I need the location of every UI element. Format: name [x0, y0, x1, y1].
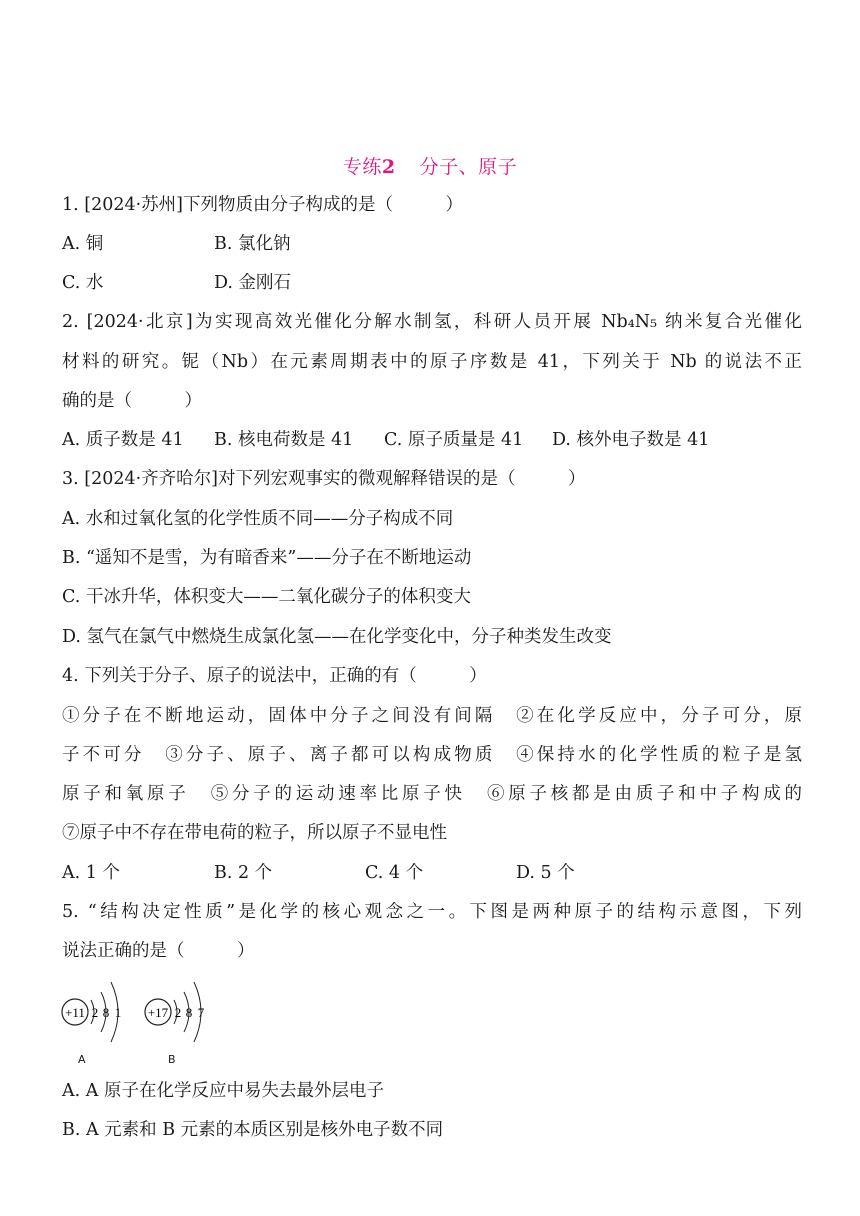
q3-option-d: D. 氢气在氯气中燃烧生成氯化氢——在化学变化中，分子种类发生改变: [62, 627, 612, 647]
title-number: 2: [381, 156, 396, 178]
atom-a-shell-2: 8: [102, 1005, 110, 1020]
q4-option-c: C. 4 个: [365, 863, 424, 883]
title-prefix: 专练: [342, 156, 382, 178]
q3-option-c: C. 干冰升华，体积变大——二氧化碳分子的体积变大: [62, 587, 471, 607]
q1-stem: 1. [2024·苏州]下列物质由分子构成的是（ ）: [62, 195, 464, 215]
q5-line-1: 5. “结构决定性质”是化学的核心观念之一。下图是两种原子的结构示意图，下列: [62, 902, 802, 922]
q2-line-2: 材料的研究。铌（Nb）在元素周期表中的原子序数是 41，下列关于 Nb 的说法不正: [62, 352, 802, 372]
q2-line-3: 确的是（ ）: [62, 391, 202, 411]
q4-option-d: D. 5 个: [516, 863, 575, 883]
atom-b-nucleus: +17: [147, 1005, 169, 1020]
atom-a-shell-1: 2: [91, 1005, 99, 1020]
q1-option-b: B. 氯化钠: [214, 234, 291, 254]
atom-b: [145, 982, 205, 1042]
q5-option-b: B. A 元素和 B 元素的本质区别是核外电子数不同: [62, 1120, 444, 1140]
page-title: [0, 152, 860, 179]
q3-stem: 3. [2024·齐齐哈尔]对下列宏观事实的微观解释错误的是（ ）: [62, 469, 586, 489]
q2-option-d: D. 核外电子数是 41: [552, 430, 710, 450]
atom-b-shell-1: 2: [174, 1005, 182, 1020]
q3-option-a: A. 水和过氧化氢的化学性质不同——分子构成不同: [62, 509, 454, 529]
atom-b-shell-2: 8: [185, 1005, 193, 1020]
atom-a-nucleus: +11: [65, 1005, 85, 1020]
q2-option-a: A. 质子数是 41: [62, 430, 184, 450]
q2-option-c: C. 原子质量是 41: [384, 430, 524, 450]
title-topic: 分子、原子: [419, 156, 518, 178]
q4-line-2: 子不可分 ③分子、原子、离子都可以构成物质 ④保持水的化学性质的粒子是氢: [62, 745, 802, 765]
atom-structure-diagram: [55, 972, 225, 1052]
q1-option-d: D. 金刚石: [214, 273, 292, 293]
q1-option-c: C. 水: [62, 273, 104, 293]
q4-line-1: ①分子在不断地运动，固体中分子之间没有间隔 ②在化学反应中，分子可分，原: [62, 706, 802, 726]
atom-a-shell-3: 1: [114, 1005, 122, 1020]
q4-stem: 4. 下列关于分子、原子的说法中，正确的有（ ）: [62, 666, 487, 686]
q3-option-b: B. “遥知不是雪，为有暗香来”——分子在不断地运动: [62, 548, 472, 568]
q2-line-1: 2. [2024·北京]为实现高效光催化分解水制氢，科研人员开展 Nb₄N₅ 纳米复合光催化: [62, 312, 802, 332]
q4-line-3: 原子和氧原子 ⑤分子的运动速率比原子快 ⑥原子核都是由质子和中子构成的: [62, 784, 802, 804]
q5-line-2: 说法正确的是（ ）: [62, 941, 255, 961]
atom-b-label: B: [168, 1053, 176, 1066]
q4-option-b: B. 2 个: [214, 863, 273, 883]
atom-a: [62, 982, 121, 1042]
q5-option-a: A. A 原子在化学反应中易失去最外层电子: [62, 1081, 384, 1101]
atom-b-shell-3: 7: [197, 1005, 205, 1020]
atom-a-label: A: [78, 1053, 86, 1066]
q4-line-4: ⑦原子中不存在带电荷的粒子，所以原子不显电性: [62, 823, 447, 843]
q4-option-a: A. 1 个: [62, 863, 120, 883]
q1-option-a: A. 铜: [62, 234, 104, 254]
q2-option-b: B. 核电荷数是 41: [214, 430, 354, 450]
